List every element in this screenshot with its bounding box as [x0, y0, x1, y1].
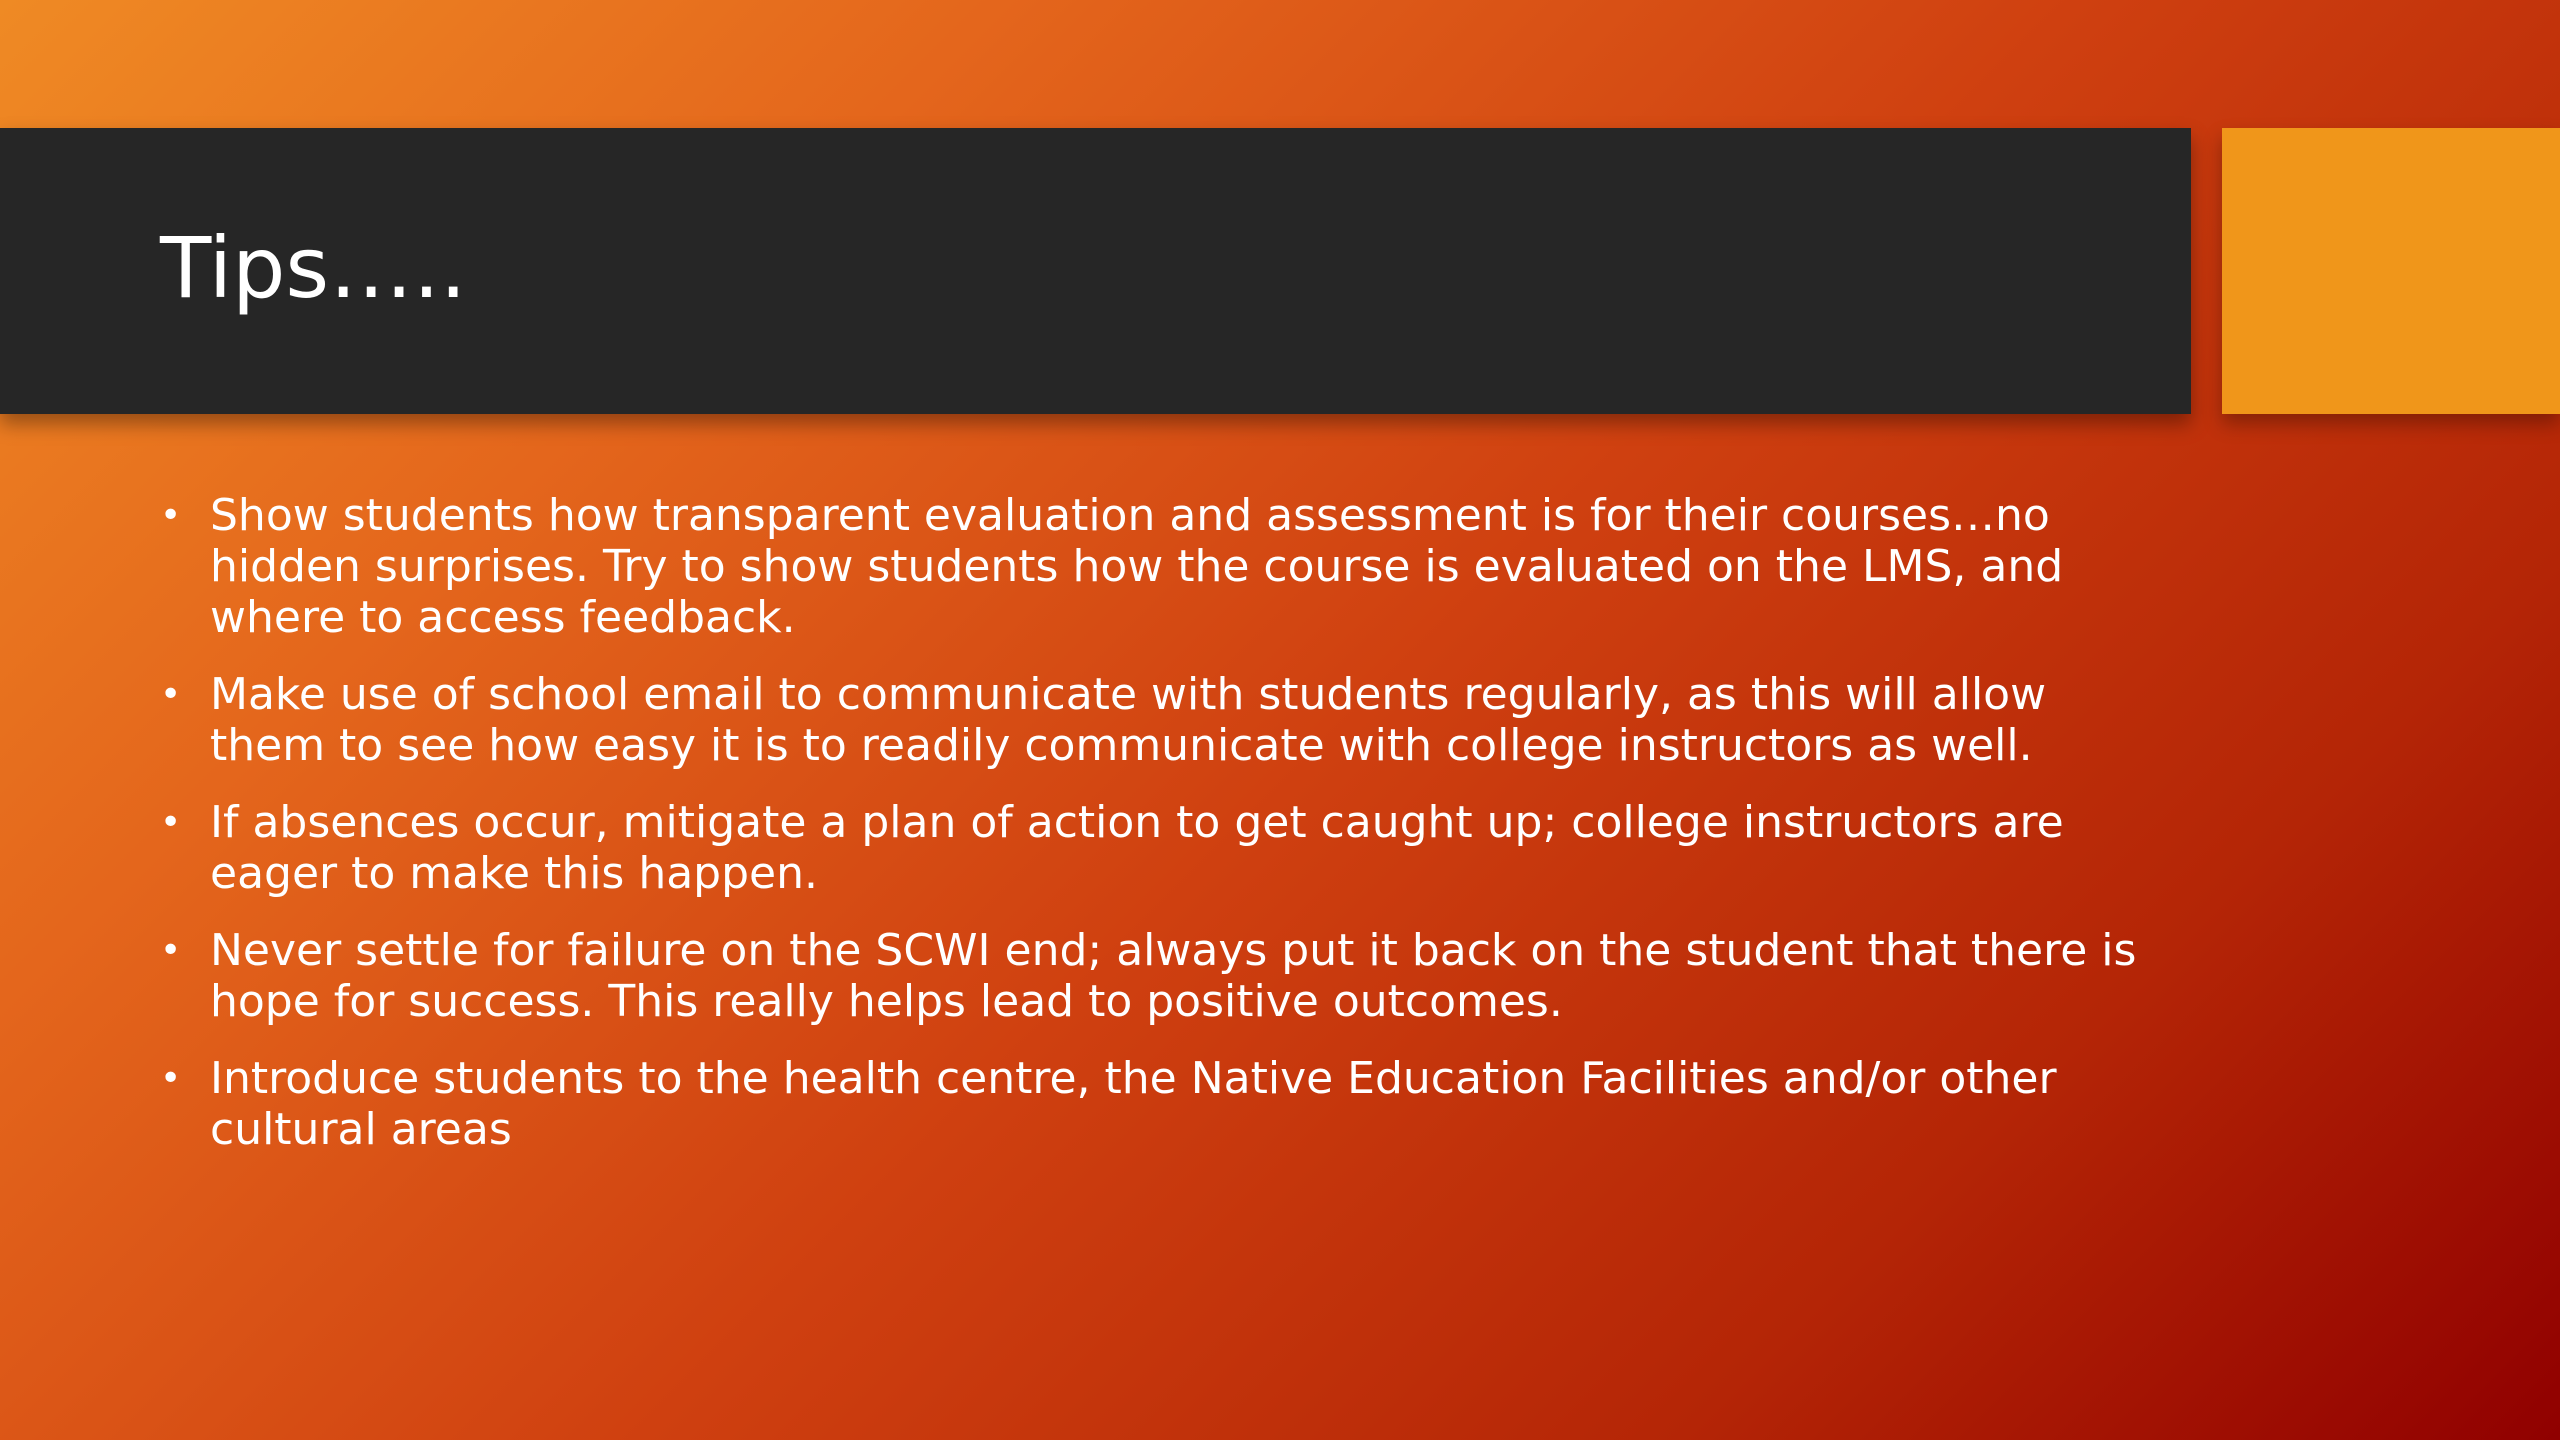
bullet-icon: • [160, 930, 182, 971]
bullet-item [160, 797, 2160, 899]
bullet-text: Show students how transparent evaluation and assessment is for their courses…no hidden surprises. Try to show students how the course is evaluated on the LMS, and where to access feedback. [210, 490, 2064, 643]
bullet-text: Never settle for failure on the SCWI end; always put it back on the student that there is hope for success. This really helps lead to positive outcomes. [210, 925, 2137, 1027]
bullet-text: If absences occur, mitigate a plan of action to get caught up; college instructors are eager to make this happen. [210, 797, 2064, 899]
bullet-icon: • [160, 495, 182, 536]
bullet-icon: • [160, 802, 182, 843]
accent-block [2222, 128, 2560, 414]
bullet-item [160, 1053, 2160, 1155]
slide-title: Tips….. [160, 219, 467, 317]
bullet-item [160, 490, 2160, 643]
bullet-icon: • [160, 1058, 182, 1099]
bullet-text: Make use of school email to communicate with students regularly, as this will allow them to see how easy it is to readily communicate with college instructors as well. [210, 669, 2047, 771]
bullet-icon: • [160, 674, 182, 715]
bullet-item [160, 925, 2160, 1027]
bullet-text: Introduce students to the health centre, the Native Education Facilities and/or other cultural areas [210, 1053, 2057, 1155]
bullet-item [160, 669, 2160, 771]
bullet-list [160, 490, 2160, 1181]
